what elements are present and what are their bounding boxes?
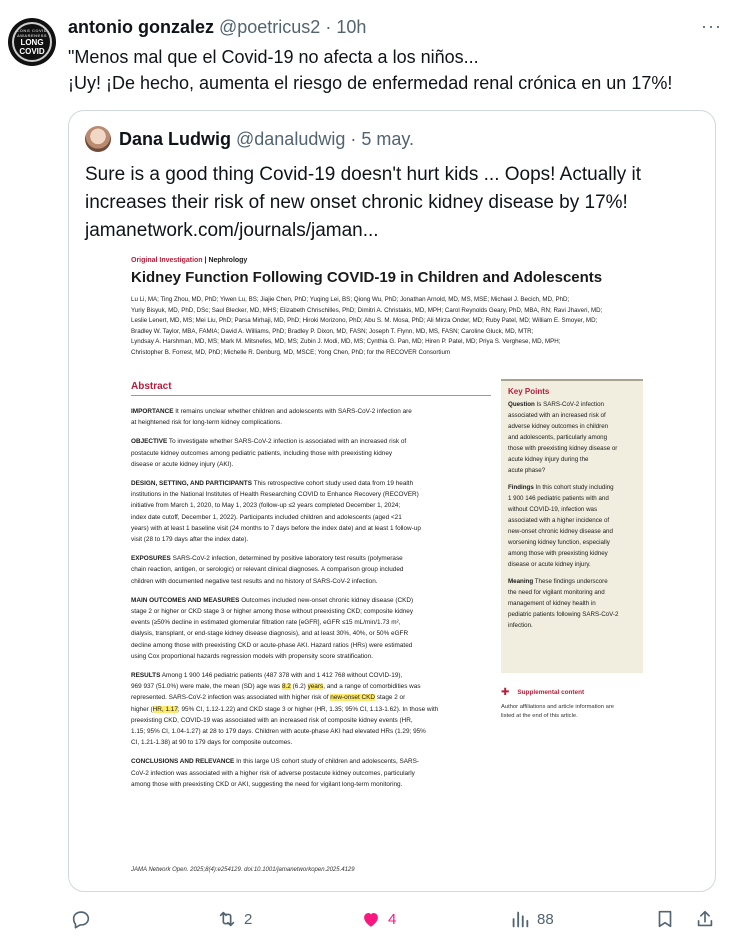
supplemental-content bbox=[501, 687, 584, 698]
plus-icon: ✚ bbox=[501, 687, 510, 698]
affil-line: listed at the end of this article. bbox=[501, 712, 578, 719]
abstract-title: Abstract bbox=[131, 381, 491, 396]
avatar-line-2: COVID bbox=[19, 47, 45, 56]
section-line: To investigate whether SARS-CoV-2 infection is associated with an increased risk of bbox=[168, 438, 407, 446]
authors-line: Lu Li, MA; Ting Zhou, MD, PhD; Yiwen Lu, BS; Jiajie Chen, PhD; Yuqing Lei, BS; Qiong Wu, PhD; Jonathan Arnold, MD, MS, MSE; Michael J. Becich, MD, PhD; bbox=[131, 296, 570, 303]
quoted-time: 5 may. bbox=[361, 128, 415, 149]
section-text: higher ( bbox=[131, 705, 153, 713]
section-label: IMPORTANCE bbox=[131, 408, 174, 415]
section-line: stage 2 or higher or CKD stage 3 or higher among those without preexisting CKD; composite kidney bbox=[131, 608, 414, 616]
kp-line: associated with an increased risk of bbox=[508, 412, 606, 419]
like-button[interactable] bbox=[360, 908, 396, 930]
section-line: chain reaction, antigen, or serologic) or relevant clinical diagnoses. A comparison group included bbox=[131, 566, 404, 574]
quoted-text-line-1: Sure is a good thing Covid-19 doesn't hurt kids ... Oops! Actually it bbox=[85, 164, 641, 185]
supplemental-label: Supplemental content bbox=[517, 689, 585, 696]
section-line: Outcomes included new-onset chronic kidney disease (CKD) bbox=[241, 596, 414, 604]
highlight-new-onset-ckd: new-onset CKD bbox=[330, 694, 376, 702]
section-label: DESIGN, SETTING, AND PARTICIPANTS bbox=[131, 480, 252, 488]
retweet-icon bbox=[216, 908, 238, 930]
section-line: In this large US cohort study of children and adolescents, SARS- bbox=[236, 758, 420, 766]
conclusions-section bbox=[131, 756, 491, 790]
kp-line: and adolescents, particularly among bbox=[508, 434, 608, 441]
tweet-text-line-2: ¡Uy! ¡De hecho, aumenta el riesgo de enfermedad renal crónica en un 17%! bbox=[68, 73, 673, 93]
kp-line: Is SARS-CoV-2 infection bbox=[536, 401, 604, 408]
section-line: This retrospective cohort study used data from 19 health bbox=[253, 480, 414, 488]
section-line: decline among those with preexisting CKD or acute-phase AKI. Hazard ratios (HRs) were estimated bbox=[131, 641, 413, 649]
section-line: initiative from March 1, 2020, to May 1, 2023 (follow-up ≤2 years completed December 1, 2024; bbox=[131, 502, 401, 510]
views-count: 88 bbox=[537, 910, 554, 928]
section-line: It remains unclear whether children and adolescents with SARS-CoV-2 infection are bbox=[175, 408, 412, 415]
section-line: postacute kidney outcomes among pediatric patients, including those with preexisting kidney bbox=[131, 449, 393, 457]
section-line: preexisting CKD, COVID-19 was associated with an increased risk of composite kidney events (HR, bbox=[131, 716, 413, 724]
quoted-header bbox=[119, 127, 414, 151]
kp-line: infection. bbox=[508, 622, 533, 629]
kp-line: associated with a higher incidence of bbox=[508, 517, 610, 524]
tweet-header bbox=[68, 16, 366, 38]
kp-line: acute kidney injury during the bbox=[508, 456, 589, 463]
section-line: CoV-2 infection was associated with a higher risk of adverse postacute kidney outcomes, particularly bbox=[131, 769, 415, 777]
kp-line: management of kidney health in bbox=[508, 600, 596, 607]
quoted-text bbox=[85, 161, 705, 245]
section-text: 969 937 (51.0%) were male, the mean (SD) age was bbox=[131, 683, 282, 691]
journal-citation: JAMA Network Open. 2025;8(4):e254129. doi:10.1001/jamanetworkopen.2025.4129 bbox=[131, 867, 355, 873]
importance-section bbox=[131, 406, 491, 428]
exposures-section bbox=[131, 553, 491, 587]
abstract bbox=[131, 381, 491, 798]
design-section bbox=[131, 478, 491, 545]
paper-kicker bbox=[131, 257, 247, 264]
kp-line: the need for vigilant monitoring and bbox=[508, 589, 605, 596]
quoted-text-line-2: increases their risk of new onset chronic kidney disease by 17%! bbox=[85, 192, 628, 213]
paper-authors bbox=[131, 295, 651, 359]
tweet-time[interactable]: 10h bbox=[336, 16, 367, 37]
bookmark-icon bbox=[654, 908, 676, 930]
kicker-type: Original Investigation bbox=[131, 257, 203, 264]
bookmark-button[interactable] bbox=[654, 908, 676, 930]
authors-line: Christopher B. Forrest, MD, PhD; Michelle R. Denburg, MD, MSCE; Yong Chen, PhD; for the RECOVER Consortium bbox=[131, 348, 451, 356]
affiliations-note bbox=[501, 703, 651, 720]
like-count: 4 bbox=[388, 910, 397, 928]
section-line: years) with at least 1 baseline visit (24 months to 7 days before the index date) and at least 1 follow-up bbox=[131, 524, 421, 532]
reply-icon bbox=[70, 908, 92, 930]
author-handle[interactable]: @poetricus2 bbox=[219, 16, 321, 37]
avatar-small-text: LONG COVID AWARENESS bbox=[16, 28, 48, 38]
section-text: ; 95% CI, 1.12-1.22) and CKD stage 3 or higher (HR, 1.35; 95% CI, 1.13-1.62). In those with bbox=[177, 705, 439, 713]
quoted-author-avatar bbox=[85, 126, 111, 152]
quoted-author-handle: @danaludwig bbox=[236, 128, 346, 149]
heart-icon bbox=[360, 908, 382, 930]
paper-title: Kidney Function Following COVID-19 in Children and Adolescents bbox=[131, 269, 603, 286]
authors-line: Leslie Lenert, MD, MS; Mei Liu, PhD; Parsa Mirhaji, MD, PhD; Hiroki Morizono, PhD; Abu S. M. Mosa, PhD; Ali Mirza Onder, MD; Ruby Patel, MD; William E. Smoyer, MD; bbox=[131, 317, 598, 325]
paper-image[interactable] bbox=[117, 251, 671, 887]
quoted-tweet[interactable] bbox=[68, 110, 716, 892]
share-icon bbox=[694, 908, 716, 930]
section-line: disease or acute kidney injury (AKI). bbox=[131, 460, 234, 468]
header-separator: · bbox=[325, 16, 332, 37]
kp-label: Findings bbox=[508, 484, 534, 491]
avatar-line-1: LONG bbox=[20, 38, 44, 47]
kp-line: In this cohort study including bbox=[535, 484, 614, 491]
kp-findings bbox=[508, 482, 636, 570]
section-line: SARS-CoV-2 infection, determined by positive laboratory test results (polymerase bbox=[172, 555, 403, 563]
more-options-icon[interactable]: ··· bbox=[701, 16, 722, 36]
key-points-title: Key Points bbox=[508, 387, 550, 396]
section-line: among those with preexisting CKD or AKI, suggesting the need for vigilant long-term monitoring. bbox=[131, 780, 403, 788]
objective-section bbox=[131, 436, 491, 470]
retweet-count: 2 bbox=[244, 910, 253, 928]
kp-line: 1 900 146 pediatric patients with and bbox=[508, 495, 609, 502]
section-label: CONCLUSIONS AND RELEVANCE bbox=[131, 758, 235, 766]
long-covid-logo bbox=[12, 22, 52, 62]
author-avatar[interactable] bbox=[8, 18, 56, 66]
section-label: EXPOSURES bbox=[131, 555, 171, 563]
key-points-box bbox=[501, 379, 643, 673]
kp-question bbox=[508, 399, 636, 476]
reply-button[interactable] bbox=[70, 908, 98, 930]
section-line: 1.15; 95% CI, 1.04-1.27) at 28 to 179 days. Children with acute-phase AKI had elevated HRs (1.29; 95% bbox=[131, 728, 426, 736]
section-line: dialysis, transplant, or end-stage kidney disease diagnosis), and at least 30%, 40%, or 50% eGFR bbox=[131, 630, 409, 638]
section-label: OBJECTIVE bbox=[131, 438, 168, 446]
section-label: RESULTS bbox=[131, 672, 161, 680]
kicker-section: Nephrology bbox=[208, 257, 248, 264]
kp-line: These findings underscore bbox=[534, 578, 608, 585]
authors-line: Bradley W. Taylor, MBA, FAMIA; David A. Williams, PhD; Bradley P. Dixon, MD, FASN; Joseph T. Flynn, MD, MS, FASN; Caroline Gluck, MD, MTR; bbox=[131, 327, 534, 335]
section-line: index date cutoff, December 1, 2022). Participants included children and adolescents (aged <21 bbox=[131, 513, 402, 521]
section-text: , and a range of comorbidities was bbox=[323, 683, 421, 691]
results-section bbox=[131, 670, 491, 748]
tweet-text-line-1: "Menos mal que el Covid-19 no afecta a los niños... bbox=[68, 47, 479, 67]
highlight-hr: HR, 1.17 bbox=[152, 705, 178, 713]
kp-line: worsening kidney function, especially bbox=[508, 539, 610, 546]
section-text: represented. SARS-CoV-2 infection was associated with higher risk of bbox=[131, 694, 331, 702]
kp-line: new-onset chronic kidney disease and bbox=[508, 528, 613, 535]
kp-label: Question bbox=[508, 401, 535, 408]
kp-line: those with preexisting kidney disease or bbox=[508, 445, 618, 452]
tweet-text bbox=[68, 44, 728, 96]
quoted-author-name: Dana Ludwig bbox=[119, 128, 231, 149]
views-icon bbox=[509, 908, 531, 930]
quoted-link[interactable]: jamanetwork.com/journals/jaman... bbox=[85, 220, 379, 241]
kp-line: among those with preexisting kidney bbox=[508, 550, 608, 557]
highlight-years: years bbox=[307, 683, 324, 691]
affil-line: Author affiliations and article information are bbox=[501, 704, 614, 710]
kp-line: pediatric patients following SARS-CoV-2 bbox=[508, 611, 619, 618]
section-text: (6.2) bbox=[290, 683, 308, 691]
section-line: children with documented negative test results and no history of SARS-CoV-2 infection. bbox=[131, 577, 378, 585]
kp-line: without COVID-19, infection was bbox=[508, 506, 598, 513]
kp-line: acute phase? bbox=[508, 467, 546, 474]
quoted-separator: · bbox=[350, 128, 357, 149]
kp-meaning bbox=[508, 576, 636, 631]
section-label: MAIN OUTCOMES AND MEASURES bbox=[131, 596, 240, 604]
views-button[interactable] bbox=[509, 908, 554, 930]
action-bar bbox=[0, 900, 744, 940]
section-line: Among 1 900 146 pediatric patients (487 378 with and 1 412 768 without COVID-19), bbox=[161, 672, 403, 680]
section-line: events (≥50% decline in estimated glomerular filtration rate [eGFR], eGFR ≤15 mL/min/1.73 m², bbox=[131, 619, 401, 627]
section-text: stage 2 or bbox=[375, 694, 406, 702]
authors-line: Lyndsay A. Harshman, MD, MS; Mark M. Mitsnefes, MD, MS; Zubin J. Modi, MD, MS; Cynthia G. Pan, MD; Hiren P. Patel, MD; Priya S. Verghese, MD, MPH; bbox=[131, 338, 561, 346]
section-line: using Cox proportional hazards regression models with propensity score stratification. bbox=[131, 652, 373, 660]
outcomes-section bbox=[131, 595, 491, 662]
authors-line: Yuriy Bisyuk, MD, PhD, DSc; Saul Blecker, MD, MHS; Elizabeth Chrischilles, PhD; Dimitri A. Christakis, MD, MPH; Carol Reynolds Geary, PhD, MBA, RN; Ravi Jhaveri, MD; bbox=[131, 306, 603, 314]
section-line: institutions in the National Institutes of Health Researching COVID to Enhance Recovery (RECOVER) bbox=[131, 491, 419, 499]
kicker-separator: | bbox=[202, 257, 209, 264]
section-line: CI, 1.21-1.38) at 90 to 179 days for composite outcomes. bbox=[131, 739, 293, 747]
kp-line: adverse kidney outcomes in children bbox=[508, 423, 609, 430]
share-button[interactable] bbox=[694, 908, 716, 930]
kp-label: Meaning bbox=[508, 578, 534, 585]
section-line: visit (28 to 179 days after the index date). bbox=[131, 536, 249, 544]
section-line: at heightened risk for long-term kidney complications. bbox=[131, 419, 282, 427]
highlight-age: 8.2 bbox=[281, 683, 291, 691]
kp-line: disease or acute kidney injury. bbox=[508, 561, 591, 568]
author-name[interactable]: antonio gonzalez bbox=[68, 16, 214, 37]
retweet-button[interactable] bbox=[216, 908, 252, 930]
